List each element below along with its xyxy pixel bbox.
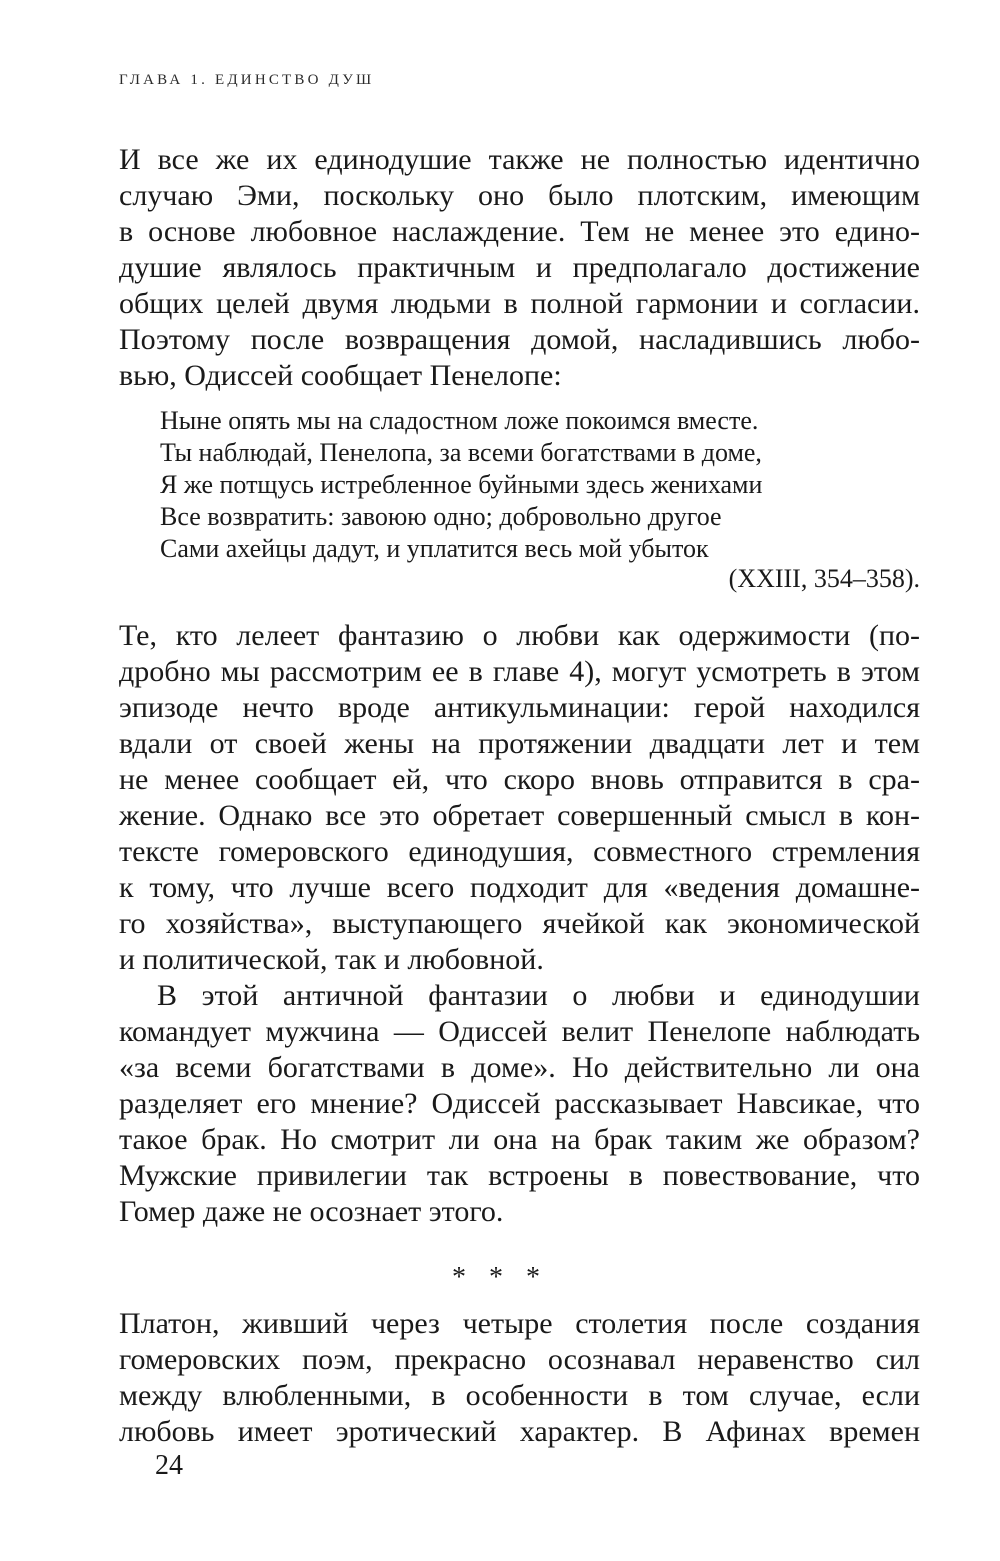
text-line: не менее сообщает ей, что скоро вновь отправится в сра-	[119, 763, 920, 796]
text-line: тексте гомеровского единодушия, совместного стремления	[119, 835, 920, 868]
text-line: Те, кто лелеет фантазию о любви как одержимости (по-	[119, 619, 920, 652]
text-line: В этой античной фантазии о любви и единодушии	[157, 979, 920, 1012]
text-line: к тому, что лучше всего подходит для «ведения домашне-	[119, 871, 920, 904]
text-line: между влюбленными, в особенности в том случае, если	[119, 1379, 920, 1412]
text-line: гомеровских поэм, прекрасно осознавал неравенство сил	[119, 1343, 920, 1376]
text-line: и политической, так и любовной.	[119, 943, 544, 976]
text-line: Поэтому после возвращения домой, насладившись любо-	[119, 323, 920, 356]
text-line: Мужские привилегии так встроены в повествование, что	[119, 1159, 920, 1192]
text-line: командует мужчина — Одиссей велит Пенелопе наблюдать	[119, 1015, 920, 1048]
verse-line: Сами ахейцы дадут, и уплатится весь мой убыток	[160, 534, 709, 563]
text-line: «за всеми богатствами в доме». Но действительно ли она	[119, 1051, 920, 1084]
text-line: го хозяйства», выступающего ячейкой как экономической	[119, 907, 920, 940]
verse-line: Все возвратить: завоюю одно; добровольно другое	[160, 502, 722, 531]
text-line: Гомер даже не осознает этого.	[119, 1195, 504, 1228]
text-line: в основе любовное наслаждение. Тем не менее это едино-	[119, 215, 920, 248]
text-line: эпизоде нечто вроде антикульминации: герой находился	[119, 691, 920, 724]
text-line: случаю Эми, поскольку оно было плотским, имеющим	[119, 179, 920, 212]
running-head: ГЛАВА 1. ЕДИНСТВО ДУШ	[119, 72, 375, 88]
text-line: дробно мы рассмотрим ее в главе 4), могут усмотреть в этом	[119, 655, 920, 688]
verse-line: Я же потщусь истребленное буйными здесь женихами	[160, 470, 763, 499]
verse-line: Ныне опять мы на сладостном ложе покоимся вместе.	[160, 406, 759, 435]
verse-reference: (XXIII, 354–358).	[728, 564, 920, 593]
text-line: разделяет его мнение? Одиссей рассказывает Навсикае, что	[119, 1087, 920, 1120]
text-line: общих целей двумя людьми в полной гармонии и согласии.	[119, 287, 920, 320]
text-line: вью, Одиссей сообщает Пенелопе:	[119, 359, 562, 392]
text-line: жение. Однако все это обретает совершенный смысл в кон-	[119, 799, 920, 832]
text-line: такое брак. Но смотрит ли она на брак таким же образом?	[119, 1123, 920, 1156]
verse-line: Ты наблюдай, Пенелопа, за всеми богатствами в доме,	[160, 438, 762, 467]
text-line: душие являлось практичным и предполагало достижение	[119, 251, 920, 284]
text-line: И все же их единодушие также не полностью идентично	[119, 143, 920, 176]
page-number: 24	[155, 1450, 183, 1481]
section-divider: * * *	[452, 1262, 548, 1293]
text-line: любовь имеет эротический характер. В Афинах времен	[119, 1415, 920, 1448]
text-line: Платон, живший через четыре столетия после создания	[119, 1307, 920, 1340]
text-line: вдали от своей жены на протяжении двадцати лет и тем	[119, 727, 920, 760]
